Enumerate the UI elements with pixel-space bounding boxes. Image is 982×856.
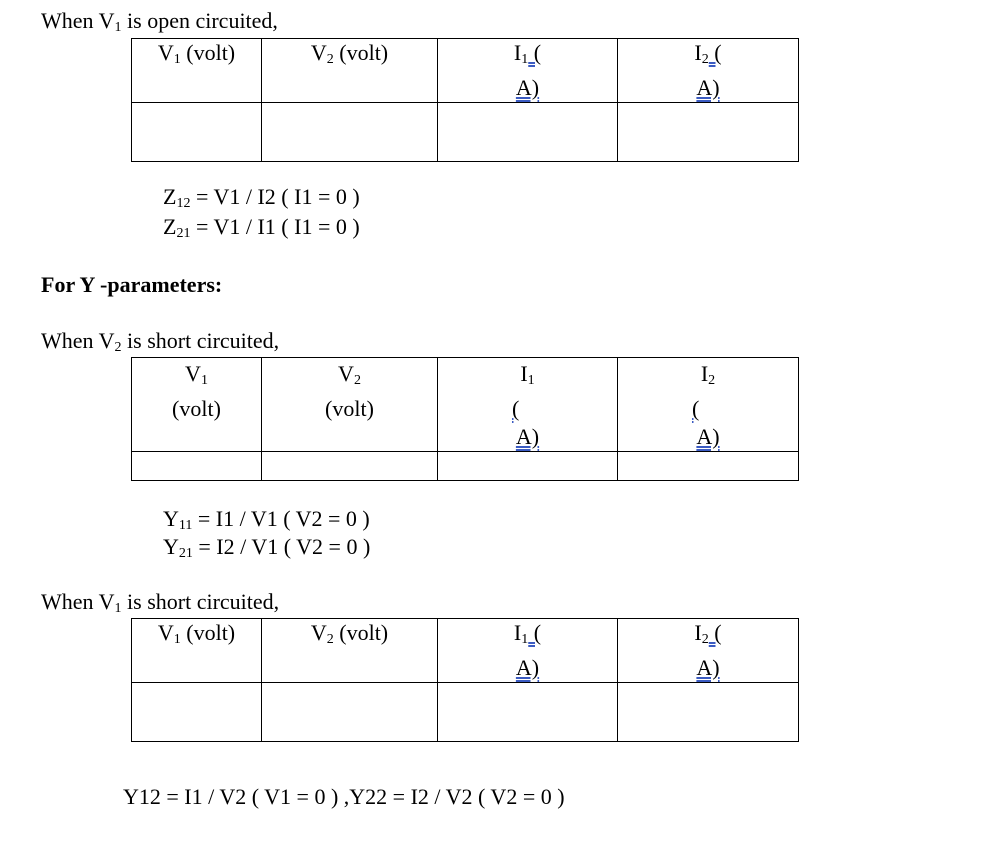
table-v2-short	[131, 357, 799, 481]
table-row	[132, 683, 799, 742]
cell-empty	[438, 103, 618, 162]
cell-empty	[262, 683, 438, 742]
table-row	[132, 103, 799, 162]
header-v1: $V_1$ (volt)	[132, 619, 262, 683]
cell-empty	[618, 452, 799, 481]
table-header-row	[132, 39, 799, 103]
cell-empty	[132, 452, 262, 481]
equation-z12: $Z_{12} = V1 / I2$ ( I1 = 0 )	[163, 184, 360, 211]
cell-empty	[438, 452, 618, 481]
cell-empty	[262, 452, 438, 481]
header-i1: $I_1$ ( A)	[438, 619, 618, 683]
equation-y11: $Y_{11} = I1 / V1$ ( V2 = 0 )	[163, 506, 370, 533]
header-v1: $V_1$ (volt)	[132, 358, 262, 452]
header-i2: $I_2$ ( A)	[618, 358, 799, 452]
header-i2: $I_2$ ( A)	[618, 619, 799, 683]
table-v1-short	[131, 618, 799, 742]
equation-y12-y22: Y12 = I1 / V2 ( V1 = 0 ) ,Y22 = I2 / V2 ( V2 = 0 )	[123, 784, 565, 809]
table-v1-open	[131, 38, 799, 162]
y-parameters-title: For Y -parameters:	[41, 272, 223, 297]
heading-subscript: 1	[114, 20, 122, 35]
table-header-row	[132, 619, 799, 683]
equation-z21: $Z_{21} = V1 / I1$ ( I1 = 0 )	[163, 214, 360, 241]
cell-empty	[262, 103, 438, 162]
header-v1: $V_1$ (volt)	[132, 39, 262, 103]
header-i2: $I_2$ ( A)	[618, 39, 799, 103]
table-row	[132, 452, 799, 481]
section-heading-v1-open	[41, 8, 278, 36]
heading-text: When V	[41, 8, 115, 33]
header-i1: $I_1$ ( A)	[438, 39, 618, 103]
cell-empty	[618, 103, 799, 162]
header-v2: $V_2$ (volt)	[262, 619, 438, 683]
table-header-row	[132, 358, 799, 452]
heading-text: is open circuited,	[121, 8, 278, 33]
header-i1: $I_1$ ( A)	[438, 358, 618, 452]
equation-y21: $Y_{21} = I2 / V1$ ( V2 = 0 )	[163, 534, 371, 561]
cell-empty	[132, 103, 262, 162]
cell-empty	[132, 683, 262, 742]
section-heading-v1-short: When $V_1$ is short circuited,	[41, 589, 280, 616]
header-v2: $V_2$ (volt)	[262, 39, 438, 103]
section-heading-v2-short: When $V_2$ is short circuited,	[41, 328, 280, 355]
cell-empty	[618, 683, 799, 742]
cell-empty	[438, 683, 618, 742]
header-v2: $V_2$ (volt)	[262, 358, 438, 452]
